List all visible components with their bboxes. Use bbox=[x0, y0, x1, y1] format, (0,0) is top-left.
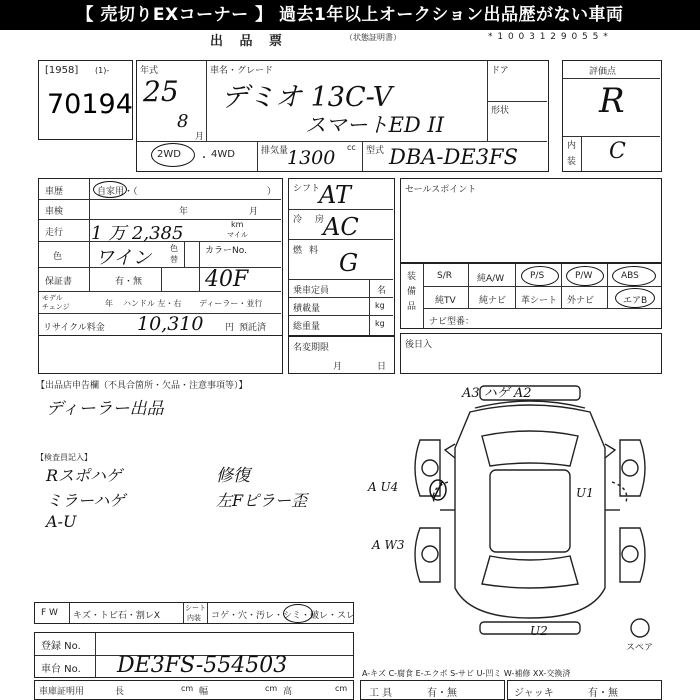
after-install-label: 後日入 bbox=[405, 340, 433, 350]
inspector-left-2: ミラーハゲ bbox=[46, 491, 126, 510]
vehicle-info-box: 年式 25 8 月 車名・グレード デミオ 13C-V スマートED II ドア 形状 2WD ・ 4WD 排気量 1300 cc 型式 DBA-DE3FS bbox=[136, 60, 549, 172]
model-label: 型式 bbox=[366, 146, 385, 156]
cert-length: 長 bbox=[115, 687, 125, 697]
equip-tv: 純TV bbox=[435, 296, 456, 306]
name-change-day: 日 bbox=[377, 362, 387, 372]
equip-abs-circle bbox=[612, 266, 656, 286]
inspection-label: 車検 bbox=[45, 207, 64, 217]
recycle-prepaid: 預託済 bbox=[239, 323, 267, 333]
ac-value: AC bbox=[323, 213, 359, 241]
year-value: 25 bbox=[143, 75, 179, 108]
equip-leather: 革シート bbox=[521, 296, 558, 306]
recycle-spacer bbox=[38, 336, 283, 374]
weight-label: 総重量 bbox=[293, 322, 321, 332]
legend-fw-items: キズ・トビ石・割レX bbox=[73, 611, 160, 621]
weight-unit: kg bbox=[375, 319, 385, 328]
dealer-opts: ディーラー・並行 bbox=[199, 299, 263, 308]
equip-ps-circle bbox=[521, 266, 559, 286]
banner: 【 売切りEXコーナー 】 過去1年以上オークション出品歴がない車両 bbox=[0, 0, 700, 30]
legend-fw: F W bbox=[41, 608, 58, 618]
spec-box bbox=[288, 178, 395, 336]
diagram-mark-right: U1 bbox=[576, 486, 594, 500]
shop-notes-text: ディーラー出品 bbox=[46, 399, 164, 419]
color-code-label: カラーNo. bbox=[205, 246, 247, 256]
equip-sr: S/R bbox=[437, 271, 452, 281]
sales-point-box bbox=[400, 178, 662, 263]
name-change-month: 月 bbox=[333, 362, 343, 372]
recycle-unit: 円 bbox=[225, 323, 235, 333]
inspector-left-3: A-U bbox=[46, 512, 77, 531]
year-month: 8 bbox=[177, 111, 189, 132]
interior-label-2: 装 bbox=[567, 157, 577, 167]
ac-label-2: 房 bbox=[315, 215, 325, 225]
legend-stain-circle bbox=[283, 604, 313, 623]
equip-airbag: エアB bbox=[623, 296, 648, 306]
warranty-label: 保証書 bbox=[45, 277, 73, 287]
name-change-label: 名変期限 bbox=[293, 343, 330, 353]
spare-label: スペア bbox=[626, 643, 654, 653]
diagram-mark-left2: A W3 bbox=[372, 538, 405, 552]
registration-label: 登録 No. bbox=[41, 641, 81, 652]
inspection-month: 月 bbox=[249, 207, 259, 217]
model-change-label-1: モデル bbox=[42, 294, 63, 302]
registration-box bbox=[34, 632, 354, 678]
jack-label: ジャッキ bbox=[514, 688, 554, 699]
color-label: 色 bbox=[53, 252, 63, 262]
tools-label: 工 具 bbox=[369, 688, 393, 699]
tools-opts: 有・無 bbox=[427, 688, 457, 699]
legend-box bbox=[34, 602, 354, 624]
form-title: 出 品 票 bbox=[210, 34, 289, 49]
displacement-value: 1300 bbox=[287, 147, 336, 169]
load-label: 積載量 bbox=[293, 304, 321, 314]
year-label: 年式 bbox=[140, 66, 159, 76]
lot-number: 70194 bbox=[47, 89, 133, 120]
diagram-mark-left1: A U4 bbox=[368, 480, 399, 494]
damage-codes-legend: A-キズ C-腐食 E-エクボ S-サビ U-凹ミ W-補修 XX-交換済 bbox=[362, 669, 571, 678]
equip-abs: ABS bbox=[621, 271, 639, 281]
sales-point-label: セールスポイント bbox=[405, 185, 477, 195]
car-damage-diagram bbox=[400, 378, 700, 638]
tools-box bbox=[360, 680, 505, 700]
mileage-label: 走行 bbox=[45, 228, 64, 238]
inspector-right-2: 左Fピラー歪 bbox=[216, 491, 308, 510]
handle-opts: ハンドル 左・右 bbox=[123, 299, 182, 308]
capacity-label: 乗車定員 bbox=[293, 286, 330, 296]
load-unit: kg bbox=[375, 301, 385, 310]
drive-circle bbox=[151, 143, 195, 167]
lot-box bbox=[38, 60, 133, 140]
rating-box bbox=[562, 60, 662, 172]
displacement-label: 排気量 bbox=[261, 146, 289, 156]
shift-label: シフト bbox=[293, 184, 321, 194]
color-swap-1: 色 bbox=[170, 244, 178, 253]
equip-ext-navi: 外ナビ bbox=[567, 296, 595, 306]
interior-value: C bbox=[609, 139, 626, 164]
fuel-value: G bbox=[339, 249, 359, 277]
legend-seat-2: 内装 bbox=[187, 614, 201, 622]
equip-ps: P/S bbox=[530, 271, 545, 281]
lot-small-suffix: (1)- bbox=[95, 66, 110, 75]
drive-4wd: 4WD bbox=[211, 149, 235, 160]
color-code-value: 40F bbox=[205, 267, 249, 292]
color-swap-2: 替 bbox=[170, 255, 178, 264]
after-install-box bbox=[400, 333, 662, 374]
rating-value: R bbox=[599, 81, 625, 121]
cert-width: 幅 bbox=[199, 687, 209, 697]
shape-label: 形状 bbox=[491, 106, 510, 116]
inspector-left-1: Rスポハゲ bbox=[46, 466, 123, 485]
year-month-unit: 月 bbox=[195, 132, 205, 142]
history-circle bbox=[93, 181, 127, 198]
mileage-unit-km: km bbox=[231, 220, 244, 229]
cert-height: 高 bbox=[283, 687, 293, 697]
ac-label-1: 冷 bbox=[293, 215, 303, 225]
equip-airbag-circle bbox=[615, 288, 655, 308]
interior-label-1: 内 bbox=[567, 141, 577, 151]
cert-width-unit: cm bbox=[265, 684, 278, 693]
shop-notes-label: 【出品店申告欄（不具合箇所・欠品・注意事項等）】 bbox=[36, 381, 248, 391]
equip-aw: 純A/W bbox=[477, 274, 505, 284]
diagram-mark-top: A3 ハゲ A2 bbox=[462, 386, 532, 401]
car-grade: スマートED II bbox=[305, 113, 445, 137]
diagram-mark-bottom: U2 bbox=[530, 624, 548, 638]
legend-seat-1: シート bbox=[185, 604, 206, 612]
form-subtitle: （状態証明書） bbox=[345, 33, 401, 42]
jack-box bbox=[507, 680, 662, 700]
displacement-unit: cc bbox=[347, 143, 356, 152]
chassis-value: DE3FS-554503 bbox=[117, 653, 288, 678]
rating-label: 評価点 bbox=[589, 67, 617, 77]
equip-pw-circle bbox=[566, 266, 604, 286]
garage-cert-box bbox=[34, 680, 354, 700]
cert-length-unit: cm bbox=[181, 684, 194, 693]
drive-2wd: 2WD bbox=[157, 149, 181, 160]
model-change-label-2: チェンジ bbox=[42, 303, 70, 311]
inspector-right-1: 修復 bbox=[216, 466, 250, 486]
recycle-label: リサイクル料金 bbox=[43, 323, 105, 333]
car-name: デミオ 13C-V bbox=[221, 82, 393, 113]
warranty-opts: 有・無 bbox=[115, 277, 143, 287]
equipment-label: 装備品 bbox=[407, 272, 417, 312]
mileage-value: 1 万 2,385 bbox=[91, 223, 184, 244]
cert-height-unit: cm bbox=[335, 684, 348, 693]
color-value: ワイン bbox=[95, 247, 152, 269]
mileage-unit-mile: マイル bbox=[227, 231, 248, 239]
chassis-label: 車台 No. bbox=[41, 664, 81, 675]
name-change-box bbox=[288, 336, 395, 374]
equipment-box bbox=[400, 263, 662, 329]
car-name-label: 車名・グレード bbox=[210, 66, 274, 76]
fuel-label-1: 燃 bbox=[293, 246, 303, 256]
lot-small: [1958] bbox=[45, 65, 79, 76]
equip-navi: 純ナビ bbox=[479, 296, 507, 306]
model-change-year: 年 bbox=[105, 299, 113, 308]
garage-cert-label: 車庫証明用 bbox=[39, 687, 85, 697]
navi-model-label: ナビ型番： bbox=[429, 317, 475, 327]
serial-number: * 1 0 0 3 1 2 9 0 5 5 * bbox=[488, 32, 609, 42]
fuel-label-2: 料 bbox=[309, 246, 319, 256]
details-box bbox=[38, 178, 283, 336]
inspection-year: 年 bbox=[179, 207, 189, 217]
history-close: ） bbox=[267, 187, 277, 197]
inspector-label: 【検査員記入】 bbox=[36, 453, 92, 462]
legend-seat-items: コゲ・穴・汚レ・シミ・破レ・スレ bbox=[211, 611, 356, 621]
model-value: DBA-DE3FS bbox=[389, 145, 519, 169]
history-label: 車歴 bbox=[45, 187, 64, 197]
door-label: ドア bbox=[491, 66, 509, 76]
shift-value: AT bbox=[319, 181, 352, 209]
jack-opts: 有・無 bbox=[588, 688, 618, 699]
equip-pw: P/W bbox=[575, 271, 593, 281]
history-value: 自家用・（ bbox=[97, 187, 138, 197]
recycle-value: 10,310 bbox=[137, 313, 204, 335]
capacity-unit: 名 bbox=[377, 286, 387, 296]
